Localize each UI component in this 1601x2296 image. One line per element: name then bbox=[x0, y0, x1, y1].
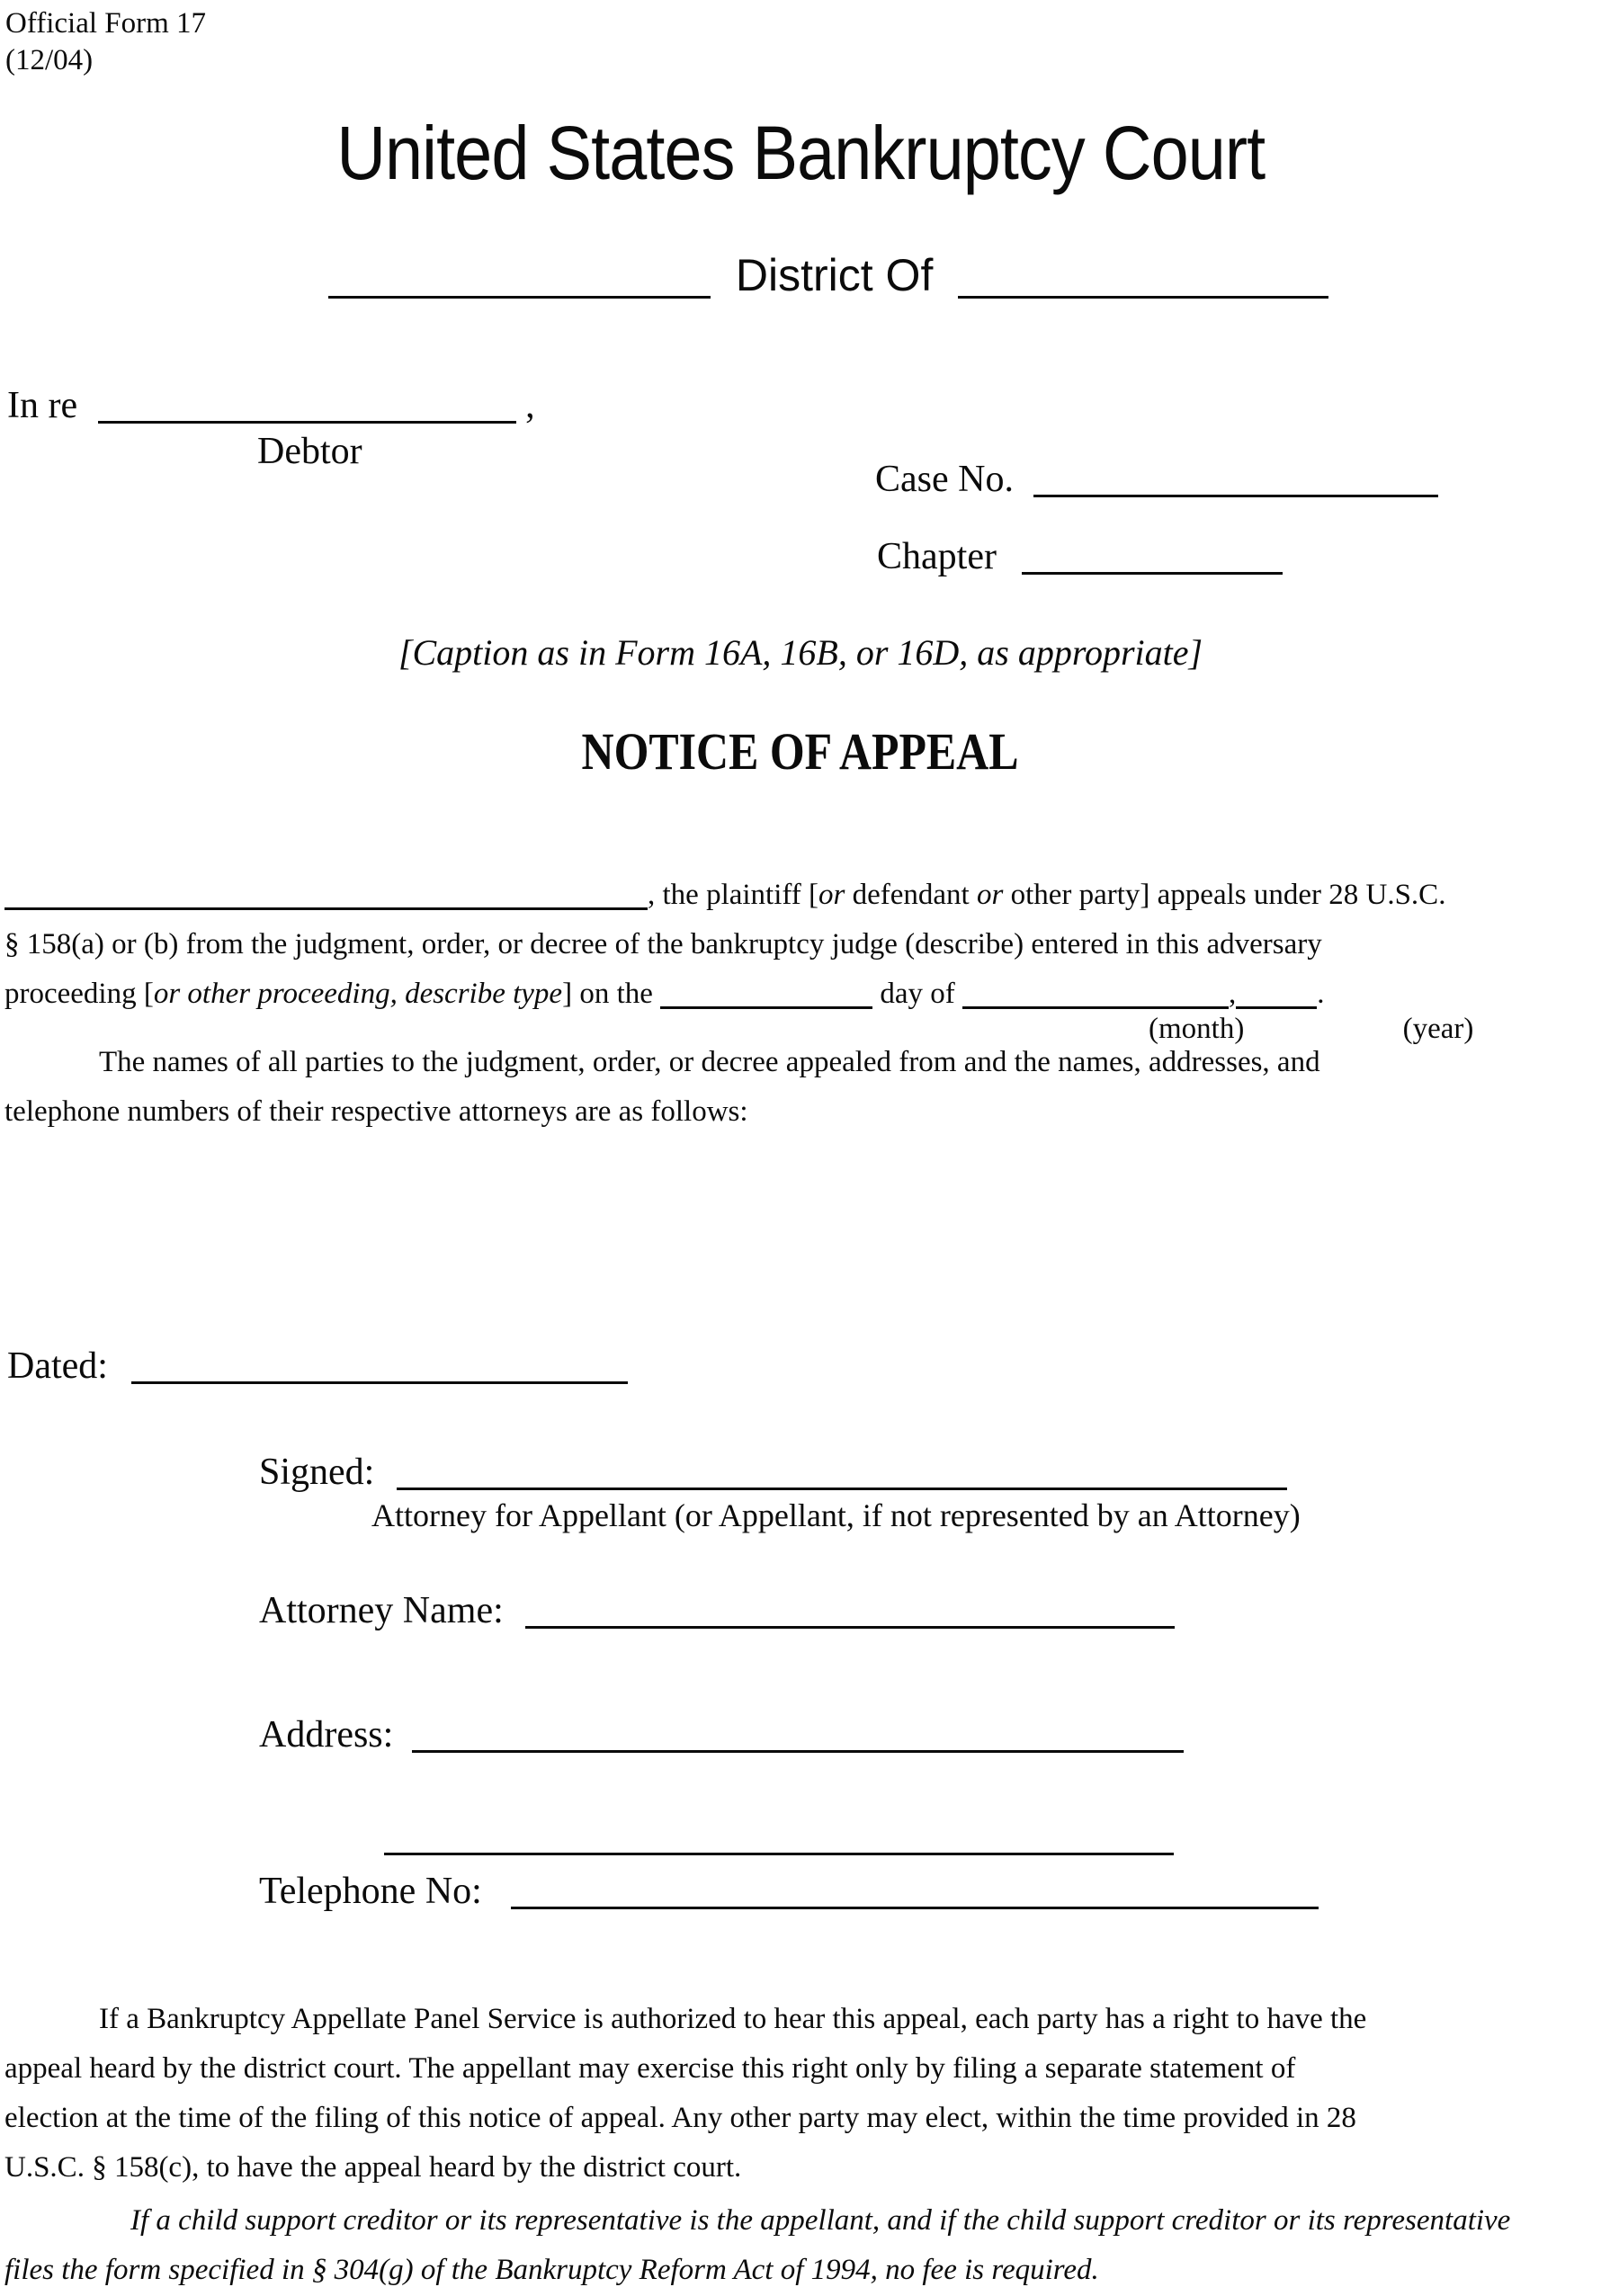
signed-caption: Attorney for Appellant (or Appellant, if not represented by an Attorney) bbox=[371, 1497, 1301, 1533]
dated-line bbox=[7, 1344, 628, 1388]
telephone-label: Telephone No: bbox=[259, 1871, 482, 1912]
month-label: (month) bbox=[1149, 1013, 1245, 1045]
district-state-blank bbox=[328, 251, 711, 299]
district-label: District Of bbox=[735, 250, 934, 300]
address-line-2 bbox=[384, 1815, 1174, 1859]
bap-election-paragraph bbox=[4, 1995, 1598, 2193]
bap-election-line-1: If a Bankruptcy Appellate Panel Service is authorized to hear this appeal, each party has a right to have the bbox=[99, 2003, 1367, 2035]
parties-paragraph-line-2: telephone numbers of their respective attorneys are as follows: bbox=[4, 1095, 748, 1128]
text-segment: ] on the bbox=[562, 978, 661, 1010]
address-line bbox=[259, 1712, 1184, 1756]
court-title-text: United States Bankruptcy Court bbox=[336, 111, 1265, 195]
case-no-label: Case No. bbox=[875, 459, 1014, 500]
district-line bbox=[328, 248, 1328, 302]
text-segment: other party] appeals under 28 U.S.C. bbox=[1003, 879, 1446, 911]
text-segment: , bbox=[1229, 978, 1237, 1010]
fill-in-blank bbox=[1236, 977, 1317, 1009]
in-re-label: In re bbox=[7, 385, 78, 426]
dated-blank bbox=[131, 1344, 628, 1384]
court-title bbox=[0, 111, 1601, 195]
year-label: (year) bbox=[1402, 1013, 1474, 1045]
appeal-statement-line-1 bbox=[4, 871, 1598, 920]
text-segment: day of bbox=[872, 978, 963, 1010]
bap-election-line-3: election at the time of the filing of this notice of appeal. Any other party may elect, within the time provided in 28 bbox=[4, 2102, 1356, 2134]
telephone-blank bbox=[511, 1869, 1319, 1909]
telephone-line bbox=[259, 1869, 1319, 1913]
text-segment: . bbox=[1317, 978, 1325, 1010]
text-segment: or other proceeding, describe type bbox=[153, 978, 563, 1010]
form-version: (12/04) bbox=[5, 44, 94, 76]
text-segment: , the plaintiff [ bbox=[648, 879, 819, 911]
chapter-label: Chapter bbox=[877, 536, 997, 577]
address-label: Address: bbox=[259, 1714, 394, 1756]
district-name-blank bbox=[958, 251, 1328, 299]
child-support-note-line-1: If a child support creditor or its representative is the appellant, and if the child support creditor or its representative bbox=[130, 2204, 1511, 2237]
appeal-statement-paragraph bbox=[4, 871, 1598, 1046]
attorney-name-label: Attorney Name: bbox=[259, 1590, 504, 1631]
case-no-line bbox=[875, 457, 1438, 501]
attorney-name-line bbox=[259, 1588, 1175, 1632]
bap-election-line-4: U.S.C. § 158(c), to have the appeal heard by the district court. bbox=[4, 2151, 742, 2184]
child-support-note-line-2: files the form specified in § 304(g) of the Bankruptcy Reform Act of 1994, no fee is required. bbox=[4, 2254, 1099, 2286]
address-blank bbox=[412, 1712, 1184, 1753]
attorney-name-blank bbox=[525, 1588, 1175, 1629]
debtor-label: Debtor bbox=[257, 431, 362, 472]
fill-in-blank bbox=[962, 977, 1229, 1009]
case-no-blank bbox=[1033, 457, 1438, 497]
signature-blank bbox=[397, 1450, 1287, 1490]
form-identifier bbox=[5, 5, 206, 79]
appeal-statement-line-2: § 158(a) or (b) from the judgment, order, or decree of the bankruptcy judge (describe) entered in this adversary bbox=[4, 928, 1322, 960]
fill-in-blank bbox=[660, 977, 872, 1009]
text-segment: proceeding [ bbox=[4, 978, 154, 1010]
chapter-blank bbox=[1022, 534, 1283, 575]
text-segment: or bbox=[976, 879, 1004, 911]
dated-label: Dated: bbox=[7, 1345, 108, 1387]
child-support-note bbox=[4, 2196, 1598, 2295]
notice-of-appeal-title-text: NOTICE OF APPEAL bbox=[582, 722, 1019, 781]
signed-label: Signed: bbox=[259, 1452, 375, 1493]
form-number: Official Form 17 bbox=[5, 7, 207, 40]
chapter-line bbox=[877, 534, 1283, 578]
debtor-name-blank bbox=[98, 383, 516, 424]
notice-of-appeal-title bbox=[0, 721, 1601, 782]
parties-paragraph-line-1: The names of all parties to the judgment, order, or decree appealed from and the names, addresses, and bbox=[99, 1046, 1320, 1078]
fill-in-blank bbox=[4, 878, 648, 910]
in-re-comma: , bbox=[525, 385, 535, 426]
caption-note: [Caption as in Form 16A, 16B, or 16D, as appropriate] bbox=[398, 632, 1203, 673]
signed-line bbox=[259, 1450, 1287, 1494]
in-re-line bbox=[7, 383, 535, 427]
bap-election-line-2: appeal heard by the district court. The appellant may exercise this right only by filing a separate statement of bbox=[4, 2052, 1296, 2085]
address-blank-2 bbox=[384, 1815, 1174, 1855]
text-segment: defendant bbox=[845, 879, 977, 911]
parties-paragraph bbox=[4, 1038, 1598, 1137]
text-segment: or bbox=[818, 879, 845, 911]
